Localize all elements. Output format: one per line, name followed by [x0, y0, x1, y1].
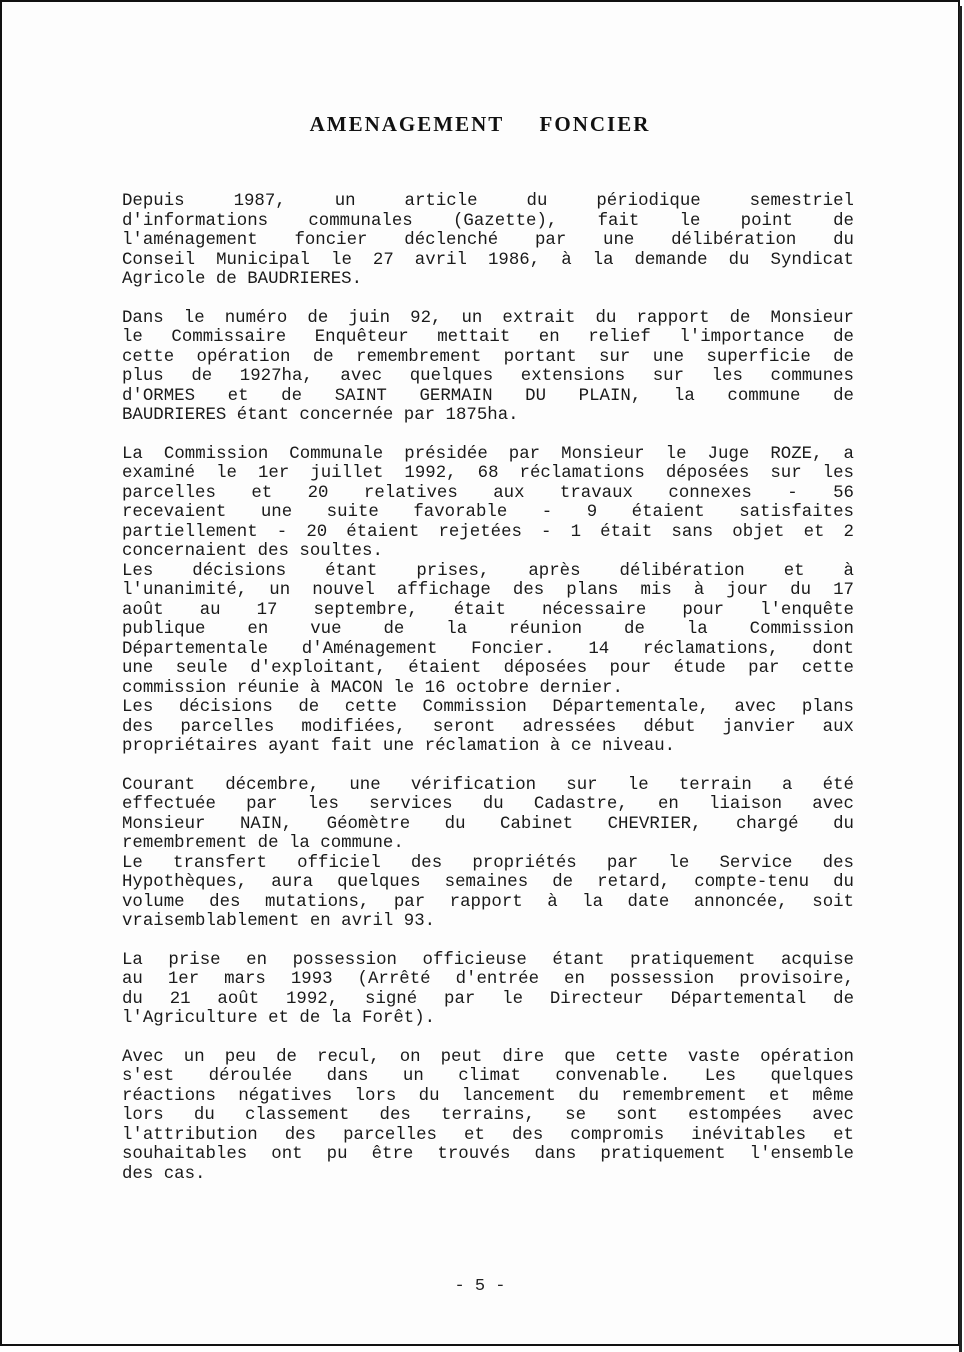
text-line: des cas.: [122, 1164, 206, 1184]
text-line: Courant décembre, une vérification sur le terrain a été: [122, 775, 854, 795]
paragraph: [122, 562, 854, 699]
text-line: août au 17 septembre, était nécessaire pour l'enquête: [122, 600, 854, 620]
text-line: plus de 1927ha, avec quelques extensions sur les communes: [122, 367, 854, 386]
text-line: Monsieur NAIN, Géomètre du Cabinet CHEVRIER, chargé du: [122, 814, 854, 834]
paragraph: [122, 854, 854, 932]
paragraph: [122, 309, 854, 426]
text-line: s'est déroulée dans un climat convenable. Les quelques: [122, 1067, 854, 1086]
text-line: l'aménagement foncier déclenché par une délibération du: [122, 231, 854, 250]
text-line: Le transfert officiel des propriétés par le Service des: [122, 853, 854, 873]
text-line: volume des mutations, par rapport à la date annoncée, soit: [122, 892, 854, 912]
text-line: commission réunie à MACON le 16 octobre dernier.: [122, 678, 623, 698]
text-line: une seule d'exploitant, étaient déposées pour étude par cette: [122, 659, 854, 678]
text-line: effectuée par les services du Cadastre, en liaison avec: [122, 795, 854, 814]
text-line: Depuis 1987, un article du périodique semestriel: [122, 192, 854, 211]
text-line: examiné le 1er juillet 1992, 68 réclamations déposées sur les: [122, 464, 854, 483]
paragraph: [122, 951, 854, 1029]
text-line: vraisemblablement en avril 93.: [122, 912, 436, 931]
text-line: d'informations communales (Gazette), fait le point de: [122, 211, 854, 231]
text-line: concernaient des soultes.: [122, 542, 383, 561]
text-line: Agricole de BAUDRIERES.: [122, 270, 363, 289]
text-line: réactions négatives lors du lancement du remembrement et même: [122, 1086, 854, 1106]
text-line: partiellement - 20 étaient rejetées - 1 était sans objet et 2: [122, 522, 854, 542]
paragraph: [122, 776, 854, 854]
paragraph: [122, 1048, 854, 1185]
text-line: lors du classement des terrains, se sont estompées avec: [122, 1106, 854, 1125]
text-line: parcelles et 20 relatives aux travaux connexes - 56: [122, 483, 854, 503]
title-word: FONCIER: [539, 112, 651, 136]
text-line: recevaient une suite favorable - 9 étaient satisfaites: [122, 503, 854, 522]
text-line: l'Agriculture et de la Forêt).: [122, 1009, 436, 1028]
text-line: Les décisions étant prises, après délibération et à: [122, 561, 854, 581]
paragraph: [122, 192, 854, 290]
text-line: l'attribution des parcelles et des compromis inévitables et: [122, 1125, 854, 1145]
text-line: La prise en possession officieuse étant pratiquement acquise: [122, 950, 854, 970]
page-title: [2, 112, 958, 137]
paragraph: [122, 698, 854, 757]
text-line: La Commission Communale présidée par Monsieur le Juge ROZE, a: [122, 444, 854, 464]
text-line: des parcelles modifiées, seront adressées début janvier aux: [122, 717, 854, 737]
text-line: Hypothèques, aura quelques semaines de retard, compte-tenu du: [122, 873, 854, 892]
title-word: AMENAGEMENT: [309, 112, 505, 136]
text-line: Avec un peu de recul, on peut dire que cette vaste opération: [122, 1047, 854, 1067]
text-line: Conseil Municipal le 27 avril 1986, à la demande du Syndicat: [122, 250, 854, 270]
text-line: l'unanimité, un nouvel affichage des plans mis à jour du 17: [122, 581, 854, 600]
text-line: le Commissaire Enquêteur mettait en relief l'importance de: [122, 328, 854, 347]
text-line: publique en vue de la réunion de la Commission: [122, 620, 854, 639]
text-line: souhaitables ont pu être trouvés dans pratiquement l'ensemble: [122, 1145, 854, 1164]
paragraph: [122, 445, 854, 562]
page-number: - 5 -: [454, 1277, 506, 1296]
text-line: remembrement de la commune.: [122, 834, 404, 853]
text-line: d'ORMES et de SAINT GERMAIN DU PLAIN, la commune de: [122, 386, 854, 406]
text-line: cette opération de remembrement portant sur une superficie de: [122, 347, 854, 367]
text-line: Les décisions de cette Commission Départementale, avec plans: [122, 698, 854, 717]
text-line: au 1er mars 1993 (Arrêté d'entrée en possession provisoire,: [122, 970, 854, 989]
text-line: BAUDRIERES étant concernée par 1875ha.: [122, 406, 519, 425]
text-line: Dans le numéro de juin 92, un extrait du rapport de Monsieur: [122, 308, 854, 328]
text-line: du 21 août 1992, signé par le Directeur Départemental de: [122, 989, 854, 1009]
document-body: [122, 192, 854, 1203]
text-line: propriétaires ayant fait une réclamation à ce niveau.: [122, 737, 676, 756]
text-line: Départementale d'Aménagement Foncier. 14 réclamations, dont: [122, 639, 854, 659]
